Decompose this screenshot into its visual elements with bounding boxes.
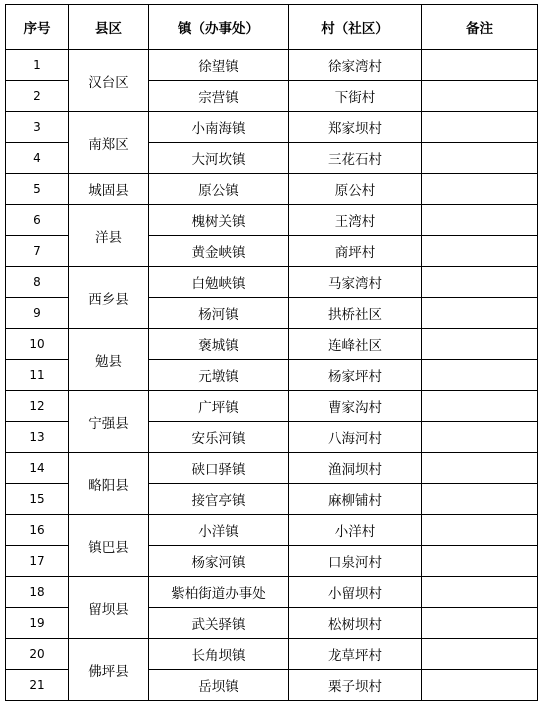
village-cell: 拱桥社区	[289, 298, 422, 329]
county-cell: 西乡县	[69, 267, 149, 329]
town-cell: 杨河镇	[149, 298, 289, 329]
seq-cell: 21	[6, 670, 69, 701]
village-cell: 渔洞坝村	[289, 453, 422, 484]
county-cell: 城固县	[69, 174, 149, 205]
town-cell: 杨家河镇	[149, 546, 289, 577]
village-roster-table	[5, 4, 538, 701]
table-row	[6, 577, 538, 608]
town-cell: 小洋镇	[149, 515, 289, 546]
county-cell: 镇巴县	[69, 515, 149, 577]
remark-cell	[422, 391, 538, 422]
village-cell: 曹家沟村	[289, 391, 422, 422]
table-row	[6, 639, 538, 670]
town-cell: 接官亭镇	[149, 484, 289, 515]
table-row	[6, 329, 538, 360]
remark-cell	[422, 267, 538, 298]
town-cell: 小南海镇	[149, 112, 289, 143]
county-cell: 略阳县	[69, 453, 149, 515]
town-cell: 白勉峡镇	[149, 267, 289, 298]
remark-cell	[422, 50, 538, 81]
remark-cell	[422, 484, 538, 515]
county-cell: 宁强县	[69, 391, 149, 453]
seq-cell: 12	[6, 391, 69, 422]
table-row	[6, 267, 538, 298]
header-county: 县区	[69, 5, 149, 50]
seq-cell: 15	[6, 484, 69, 515]
table-row	[6, 205, 538, 236]
town-cell: 硖口驿镇	[149, 453, 289, 484]
village-cell: 栗子坝村	[289, 670, 422, 701]
town-cell: 黄金峡镇	[149, 236, 289, 267]
county-cell: 留坝县	[69, 577, 149, 639]
county-cell: 南郑区	[69, 112, 149, 174]
header-row	[6, 5, 538, 50]
town-cell: 紫柏街道办事处	[149, 577, 289, 608]
seq-cell: 20	[6, 639, 69, 670]
remark-cell	[422, 112, 538, 143]
town-cell: 武关驿镇	[149, 608, 289, 639]
town-cell: 长角坝镇	[149, 639, 289, 670]
table-row	[6, 174, 538, 205]
village-cell: 原公村	[289, 174, 422, 205]
village-cell: 郑家坝村	[289, 112, 422, 143]
remark-cell	[422, 422, 538, 453]
county-cell: 佛坪县	[69, 639, 149, 701]
table-row	[6, 112, 538, 143]
town-cell: 褒城镇	[149, 329, 289, 360]
remark-cell	[422, 236, 538, 267]
village-cell: 下街村	[289, 81, 422, 112]
remark-cell	[422, 670, 538, 701]
remark-cell	[422, 360, 538, 391]
table-row	[6, 515, 538, 546]
remark-cell	[422, 639, 538, 670]
village-cell: 松树坝村	[289, 608, 422, 639]
town-cell: 大河坎镇	[149, 143, 289, 174]
village-cell: 小洋村	[289, 515, 422, 546]
remark-cell	[422, 174, 538, 205]
remark-cell	[422, 577, 538, 608]
seq-cell: 8	[6, 267, 69, 298]
seq-cell: 16	[6, 515, 69, 546]
header-remark: 备注	[422, 5, 538, 50]
seq-cell: 1	[6, 50, 69, 81]
town-cell: 徐望镇	[149, 50, 289, 81]
table-row	[6, 453, 538, 484]
village-cell: 麻柳铺村	[289, 484, 422, 515]
county-cell: 洋县	[69, 205, 149, 267]
remark-cell	[422, 453, 538, 484]
seq-cell: 19	[6, 608, 69, 639]
village-cell: 马家湾村	[289, 267, 422, 298]
seq-cell: 5	[6, 174, 69, 205]
village-cell: 王湾村	[289, 205, 422, 236]
seq-cell: 6	[6, 205, 69, 236]
seq-cell: 14	[6, 453, 69, 484]
seq-cell: 7	[6, 236, 69, 267]
remark-cell	[422, 143, 538, 174]
village-cell: 龙草坪村	[289, 639, 422, 670]
seq-cell: 3	[6, 112, 69, 143]
town-cell: 原公镇	[149, 174, 289, 205]
remark-cell	[422, 205, 538, 236]
remark-cell	[422, 546, 538, 577]
remark-cell	[422, 608, 538, 639]
county-cell: 汉台区	[69, 50, 149, 112]
town-cell: 岳坝镇	[149, 670, 289, 701]
town-cell: 广坪镇	[149, 391, 289, 422]
remark-cell	[422, 81, 538, 112]
county-cell: 勉县	[69, 329, 149, 391]
remark-cell	[422, 515, 538, 546]
seq-cell: 4	[6, 143, 69, 174]
town-cell: 安乐河镇	[149, 422, 289, 453]
village-cell: 徐家湾村	[289, 50, 422, 81]
seq-cell: 2	[6, 81, 69, 112]
village-cell: 小留坝村	[289, 577, 422, 608]
seq-cell: 18	[6, 577, 69, 608]
remark-cell	[422, 298, 538, 329]
village-cell: 杨家坪村	[289, 360, 422, 391]
header-village: 村（社区）	[289, 5, 422, 50]
seq-cell: 17	[6, 546, 69, 577]
village-cell: 三花石村	[289, 143, 422, 174]
seq-cell: 11	[6, 360, 69, 391]
table-row	[6, 391, 538, 422]
table-body	[6, 50, 538, 701]
table-row	[6, 50, 538, 81]
village-cell: 八海河村	[289, 422, 422, 453]
seq-cell: 10	[6, 329, 69, 360]
seq-cell: 13	[6, 422, 69, 453]
header-town: 镇（办事处）	[149, 5, 289, 50]
village-cell: 口泉河村	[289, 546, 422, 577]
remark-cell	[422, 329, 538, 360]
town-cell: 宗营镇	[149, 81, 289, 112]
seq-cell: 9	[6, 298, 69, 329]
town-cell: 元墩镇	[149, 360, 289, 391]
header-seq: 序号	[6, 5, 69, 50]
town-cell: 槐树关镇	[149, 205, 289, 236]
village-cell: 商坪村	[289, 236, 422, 267]
village-cell: 连峰社区	[289, 329, 422, 360]
